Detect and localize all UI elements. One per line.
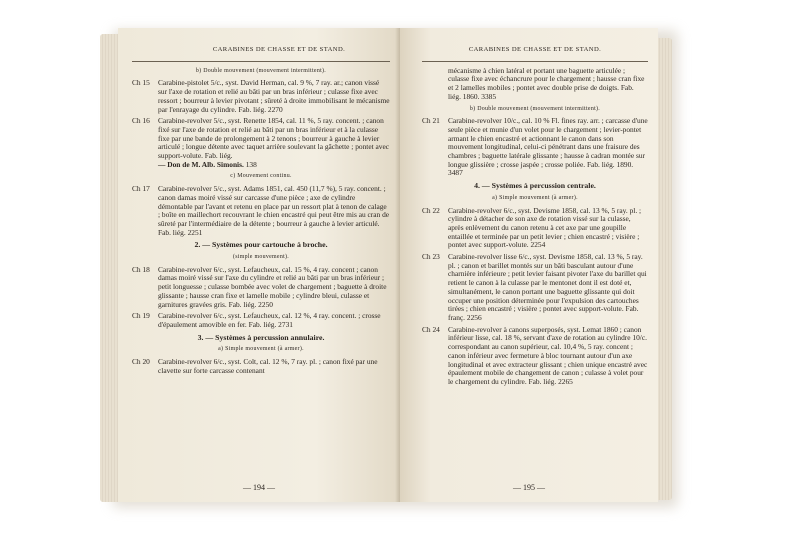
subheading-simple-mouvement-armer: a) Simple mouvement (à armer). (492, 194, 578, 201)
entry-text: Carabine-revolver 6/c., syst. Devisme 1858, cal. 13 %, 5 ray. pl. ; cylindre à détacher de son axe de rotation vissé sur la culasse, après enlèvement du canon retenu à cet axe par une goupille entaillée et terminée par un petit levier ; chien encastré ; visière ; pontet avec support-volute. (448, 205, 642, 250)
entry-code: Ch 24 (422, 324, 440, 334)
entry-number: 2250 (258, 299, 273, 309)
running-header-left: CARABINES DE CHASSE ET DE STAND. (212, 46, 346, 53)
left-page (118, 28, 400, 502)
section-heading-annulaire: 3. — Systèmes à percussion annulaire. (197, 332, 325, 342)
entry-number: 2270 (267, 104, 283, 114)
entry-code: Ch 23 (422, 252, 440, 262)
entry-text: Carabine-revolver 5/c., syst. Adams 1851, cal. 450 (11,7 %), 5 ray. concent. ; canon damas moiré vissé sur carcasse d'une pièce ; axe de cylindre démontable par l'avant et retenu en place par un ressort plat à tenon de calage ; boîte en maillechort recouvrant le chien encastré qui peut être mis au cran de sûreté par l'intermédiaire de la détente ; bourreur à gauche à levier articulé. Fab. liég. (158, 184, 390, 237)
header-rule (132, 61, 390, 62)
entry-number: 2254 (530, 240, 546, 250)
entry-text: Carabine-revolver lisse 6/c., syst. Devisme 1858, cal. 13 %, 5 ray. pl. ; canon et barillet montés sur un bâti basculant autour d'une charnière inférieure ; petit levier faisant pivoter l'axe du barillet qui retient le canon à la culasse par le mentonet dont il est doté et, simultanément, le canon portant une baguette glissante qui doit occuper une position déterminée pour l'expulsion des cartouches tirées ; chien encastré ; visière ; pontet avec support-volute. Fab. franç. (448, 252, 647, 322)
subheading-mouvement-continu: c) Mouvement continu. (230, 173, 292, 180)
running-header-right: CARABINES DE CHASSE ET DE STAND. (468, 46, 602, 53)
catalog-entry (422, 253, 648, 323)
catalog-entry (132, 79, 390, 114)
entry-text: Carabine-pistolet 5/c., syst. David Herman, cal. 9 %, 7 ray. ar.; canon vissé sur l'axe de rotation et relié au bâti par un bras inférieur ; culasse fixe avec ressort ; bourreur à levier pivotant ; sûreté à droite immobilisant le mécanisme par l'enrayage du cylindre. Fab. liég. (158, 78, 390, 114)
section-heading-centrale: 4. — Systèmes à percussion centrale. (474, 181, 596, 191)
entry-text: Carabine-revolver 5/c., syst. Renette 1854, cal. 11 %, 5 ray. concent. ; canon fixé sur l'axe de rotation et relié au bâti par un bras inférieur et à la culasse fixe par une bande de prolongement à 2 tenons ; bourreur à gauche à levier articulé ; longue détente avec taquet arrière soulevant la gâchette ; pontet avec support-volute. Fab. liég. (158, 116, 390, 161)
entry-number: 3385 (481, 91, 497, 101)
entry-code: Ch 20 (132, 357, 150, 367)
catalog-entry (132, 117, 390, 169)
entry-number: 138 (245, 159, 257, 169)
entry-code: Ch 16 (132, 116, 150, 126)
entry-code: Ch 22 (422, 205, 440, 215)
entry-code: Ch 21 (422, 116, 440, 126)
entry-text: Carabine-revolver 6/c., syst. Colt, cal. 12 %, 7 ray. pl. ; canon fixé par une clavette sur forte carcasse contenant (158, 357, 378, 375)
entry-code: Ch 18 (132, 264, 150, 274)
entry-number: 3487 (448, 168, 463, 178)
catalog-entry (422, 117, 648, 178)
entry-number: 2265 (558, 376, 573, 386)
subheading-simple-mouvement: (simple mouvement). (232, 254, 290, 261)
entry-code: Ch 15 (132, 78, 150, 88)
catalog-entry (422, 207, 648, 251)
page-number-left: — 194 — (243, 483, 275, 492)
catalog-entry (132, 358, 390, 375)
entry-text: Carabine-revolver à canons superposés, syst. Lemat 1860 ; canon inférieur lisse, cal. 18 %, servant d'axe de rotation au cylindre 10/c. correspondant au canon supérieur, cal. 10,4 %, 5 ray. concent ; canon inférieur avec fermeture à bloc tournant autour d'un axe longitudinal et avec extracteur glissant ; chien unique encastré avec épaulement mobile de changement de canon ; culasse à volet pour le chargement du cylindre. Fab. liég. (448, 324, 648, 386)
entry-text: Carabine-revolver 6/c., syst. Lefaucheux, cal. 12 %, 4 ray. concent. ; crosse d'épaulement amovible en fer. Fab. liég. (158, 311, 381, 329)
subheading-double-mouvement: b) Double mouvement (mouvement intermittent). (469, 105, 601, 112)
entry-code: Ch 19 (132, 311, 150, 321)
entry-number: 2251 (187, 227, 203, 237)
catalog-entry (132, 312, 390, 329)
subheading-double-mouvement: b) Double mouvement (mouvement intermittent). (195, 67, 327, 74)
catalog-entry (422, 326, 648, 387)
entry-code: Ch 17 (132, 184, 150, 194)
section-heading-broche: 2. — Systèmes pour cartouche à broche. (194, 240, 328, 250)
entry-number: 2731 (278, 319, 293, 329)
donor-note: — Don de M. Alb. Simonis. (158, 159, 244, 169)
catalog-entry-continued (422, 67, 648, 102)
subheading-simple-mouvement-armer: a) Simple mouvement (à armer). (218, 346, 304, 353)
entry-text: mécanisme à chien latéral et portant une baguette articulée ; culasse fixe avec échancrure pour le chargement ; hausse cran fixe et 2 lamelles mobiles ; pontet avec double prise de doigts. Fab. liég. 1860. (448, 65, 645, 101)
right-page (400, 28, 658, 502)
header-rule (422, 61, 648, 62)
right-page-content (422, 46, 648, 390)
entry-text: Carabine-revolver 10/c., cal. 10 % Fl. fines ray. arr. ; carcasse d'une seule pièce et munie d'un volet pour le chargement ; levier-pontet armant le chien encastré et actionnant le canon dans son mouvement longitudinal, celui-ci pénétrant dans une fraisure des chambres ; baguette latérale glissante ; hausse à cadran montée sur longue glissière ; crosse jaspée ; crosse poliée. Fab. liég. 1890. (448, 116, 648, 169)
page-number-right: — 195 — (513, 483, 545, 492)
entry-text: Carabine-revolver 6/c., syst. Lefaucheux, cal. 15 %, 4 ray. concent ; canon damas moiré vissé sur l'axe du cylindre et relié au bâti par un bras inférieur ; petit longuesse ; culasse bombée avec volet de chargement ; baguette à droite glissante ; hausse cran fixe et lamelle mobile ; cylindre bleui, culasse et garnitures gravées gris. Fab. liég. (158, 264, 387, 309)
catalog-entry (132, 185, 390, 237)
catalog-entry (132, 266, 390, 310)
entry-number: 2256 (466, 312, 482, 322)
left-page-content (132, 46, 390, 379)
